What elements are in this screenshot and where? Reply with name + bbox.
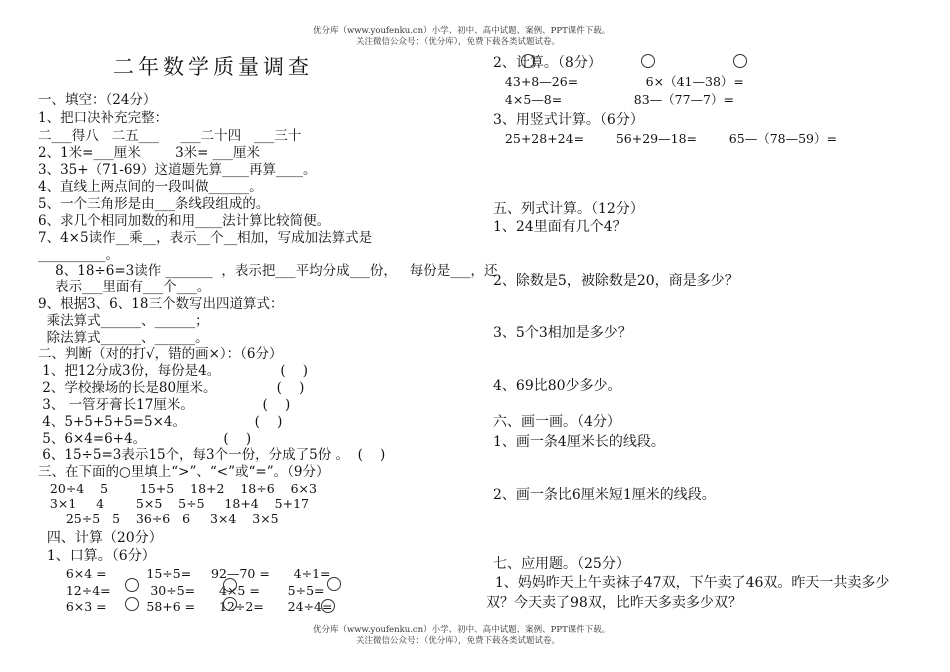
compare-circle xyxy=(125,578,139,592)
page-title: 二年数学质量调查 xyxy=(113,55,313,79)
section-3-heading: 三、在下面的○里填上“>”、“<”或“=”。（9分） xyxy=(38,464,330,480)
vertical-calc-heading: 3、用竖式计算。（6分） xyxy=(493,112,644,128)
judgement-line: 5、6×4=6+4。 ( ) xyxy=(38,431,252,447)
compare-line: 25÷5 5 36÷6 6 3×4 3×5 xyxy=(38,511,279,526)
judgement-line: 6、15÷5=3表示15个，每3个一份，分成了5份 。 ( ) xyxy=(38,447,386,463)
page-header-line-2: 关注微信公众号：（优分库），免费下载各类试题试卷。 xyxy=(356,37,561,47)
question-line: 乘法算式______、______； xyxy=(38,313,209,329)
calc-line: 43+8—26= 6×（41—38）= xyxy=(493,74,744,89)
word-problem-line: 4、69比80少多少。 xyxy=(493,378,622,394)
oral-calc-heading: 1、口算。（6分） xyxy=(38,548,156,564)
section-5-heading: 五、列式计算。（12分） xyxy=(493,201,644,217)
application-problem-line: 1、妈妈昨天上午卖袜子47双，下午卖了46双。昨天一共卖多少 xyxy=(486,575,890,591)
compare-circle xyxy=(641,54,655,68)
word-problem-line: 3、5个3相加是多少？ xyxy=(493,325,632,341)
question-line: 7、4×5读作__乘__，表示__个__相加，写成加法算式是 xyxy=(38,230,373,246)
judgement-line: 4、5+5+5+5=5×4。 ( ) xyxy=(38,414,283,430)
application-problem-line: 双？今天卖了98双，比昨天多卖多少双？ xyxy=(486,595,742,611)
compare-circle xyxy=(733,54,747,68)
compare-circle xyxy=(327,577,341,591)
section-7-heading: 七、应用题。（25分） xyxy=(493,556,630,572)
question-line: 9、根据3、6、18三个数写出四道算式： xyxy=(38,296,284,312)
question-line: 除法算式______、______。 xyxy=(38,330,209,346)
compare-circle xyxy=(223,578,237,592)
drawing-task-line: 2、画一条比6厘米短1厘米的线段。 xyxy=(493,487,716,503)
compare-line: 3×1 4 5×5 5÷5 18+4 5+17 xyxy=(38,496,309,511)
question-line: 6、求几个相同加数的和用____法计算比较简便。 xyxy=(38,213,331,229)
page-header-line-1: 优分库（www.youfenku.cn）小学、初中、高中试题、案例、PPT课件下载。 xyxy=(313,26,611,36)
section-1-heading: 一、填空：（24分） xyxy=(38,92,157,108)
question-line: 表示___里面有___个___。 xyxy=(38,279,211,295)
oral-calc-line: 6×3 = 58+6 = 12÷2= 24÷4= xyxy=(38,599,333,614)
question-line: 3、35+（71-69）这道题先算____再算____。 xyxy=(38,162,317,178)
oral-calc-line: 12÷4= 30÷5= 4×5 = 5÷5= xyxy=(38,583,325,598)
word-problem-line: 2、除数是5，被除数是20，商是多少？ xyxy=(493,273,739,289)
question-line: __________。 xyxy=(38,247,119,263)
question-line: 8、18÷6=3读作 _______ ，表示把___平均分成___份， 每份是___，还 xyxy=(38,263,498,279)
question-line: 4、直线上两点间的一段叫做______。 xyxy=(38,179,263,195)
page-footer-line-1: 优分库（www.youfenku.cn）小学、初中、高中试题、案例、PPT课件下载。 xyxy=(313,625,611,635)
question-line: 1、把口决补充完整： xyxy=(38,110,169,126)
compare-line: 20÷4 5 15+5 18+2 18÷6 6×3 xyxy=(38,481,317,496)
judgement-line: 1、把12分成3份，每份是4。 ( ) xyxy=(38,363,309,379)
compare-circle xyxy=(223,597,237,611)
vertical-calc-line: 25+28+24= 56+29—18= 65—（78—59）= xyxy=(493,131,837,146)
question-line: 2、1米=___厘米 3米= ___厘米 xyxy=(38,145,261,161)
section-2-heading: 二、判断（对的打√，错的画×）：（6分） xyxy=(38,346,283,362)
question-line: 二___得八 二五___ ___二十四 ___三十 xyxy=(38,128,302,144)
drawing-task-line: 1、画一条4厘米长的线段。 xyxy=(493,434,665,450)
oral-calc-line: 6×4 = 15÷5= 92—70 = 4÷1= xyxy=(38,566,331,581)
compare-circle xyxy=(321,599,335,613)
judgement-line: 3、 一管牙膏长17厘米。 ( ) xyxy=(38,397,291,413)
judgement-line: 2、学校操场的长是80厘米。 ( ) xyxy=(38,380,305,396)
section-6-heading: 六、画一画。（4分） xyxy=(493,414,621,430)
word-problem-line: 1、24里面有几个4？ xyxy=(493,219,627,235)
calc-line: 4×5—8= 83—（77—7）= xyxy=(493,92,734,107)
question-line: 5、一个三角形是由___条线段组成的。 xyxy=(38,196,270,212)
page-footer-line-2: 关注微信公众号：（优分库），免费下载各类试题试卷。 xyxy=(356,636,561,646)
compare-circle xyxy=(125,597,139,611)
calc-heading: 2、计算。（8分） xyxy=(493,55,602,71)
section-4-heading: 四、计算（20分） xyxy=(38,530,163,546)
